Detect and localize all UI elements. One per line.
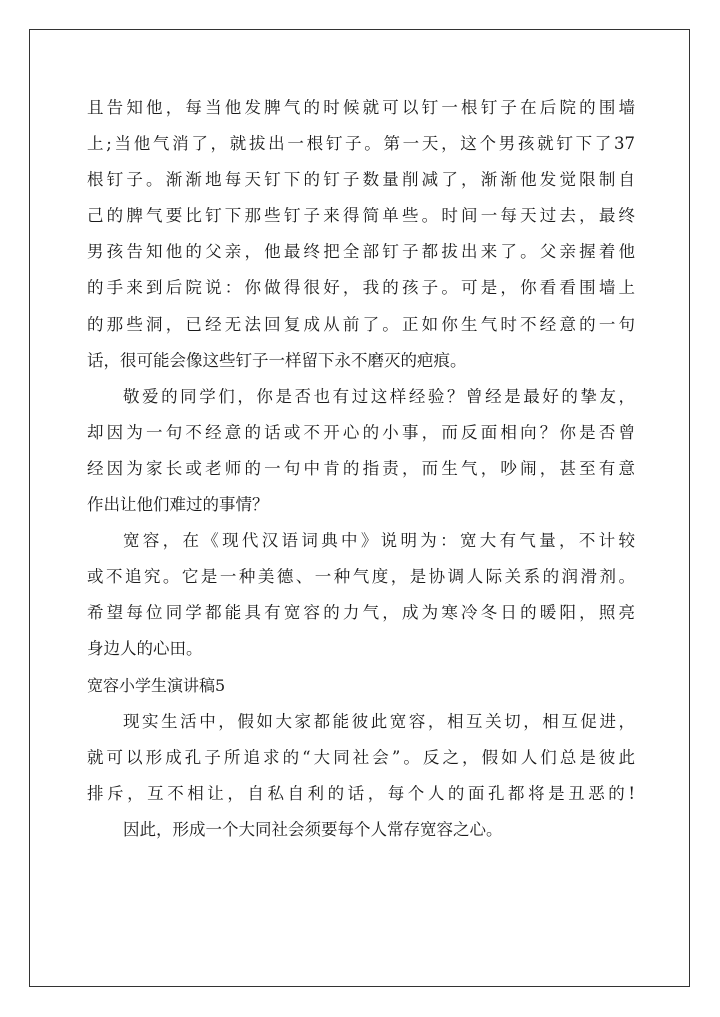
paragraph-line: 的手来到后院说：你做得很好，我的孩子。可是，你看看围墙上 [87, 278, 635, 298]
paragraph-line: 因此，形成一个大同社会须要每个人常存宽容之心。 [123, 819, 503, 839]
paragraph-line: 己的脾气要比钉下那些钉子来得简单些。时间一每天过去，最终 [87, 206, 635, 226]
paragraph-line: 且告知他，每当他发脾气的时候就可以钉一根钉子在后院的围墙 [87, 98, 635, 117]
paragraph-line: 却因为一句不经意的话或不开心的小事，而反面相向？你是否曾 [87, 422, 635, 442]
paragraph-line: 上;当他气消了，就拔出一根钉子。第一天，这个男孩就钉下了37 [87, 134, 635, 154]
document-body [87, 90, 635, 848]
paragraph-line: 现实生活中，假如大家都能彼此宽容，相互关切，相互促进， [123, 711, 635, 731]
paragraph-line: 经因为家长或老师的一句中肯的指责，而生气，吵闹，甚至有意 [87, 458, 635, 478]
paragraph-line: 男孩告知他的父亲，他最终把全部钉子都拔出来了。父亲握着他 [87, 242, 635, 262]
paragraph-line: 根钉子。渐渐地每天钉下的钉子数量削减了，渐渐他发觉限制自 [87, 170, 635, 190]
paragraph-line: 就可以形成孔子所追求的“大同社会”。反之，假如人们总是彼此 [87, 747, 635, 767]
paragraph-line: 排斥，互不相让，自私自利的话，每个人的面孔都将是丑恶的! [87, 783, 635, 803]
paragraph-line: 希望每位同学都能具有宽容的力气，成为寒冷冬日的暖阳，照亮 [87, 603, 635, 623]
paragraph-line: 身边人的心田。 [87, 639, 203, 659]
paragraph-line: 宽容，在《现代汉语词典中》说明为：宽大有气量，不计较 [123, 531, 635, 551]
paragraph-line: 话，很可能会像这些钉子一样留下永不磨灭的疤痕。 [87, 350, 467, 370]
paragraph-line: 敬爱的同学们，你是否也有过这样经验？曾经是最好的挚友， [123, 386, 635, 406]
section-heading: 宽容小学生演讲稿5 [87, 675, 226, 695]
paragraph-line: 或不追究。它是一种美德、一种气度，是协调人际关系的润滑剂。 [87, 567, 635, 587]
paragraph-line: 作出让他们难过的事情？ [87, 495, 269, 515]
paragraph-line: 的那些洞，已经无法回复成从前了。正如你生气时不经意的一句 [87, 314, 635, 334]
